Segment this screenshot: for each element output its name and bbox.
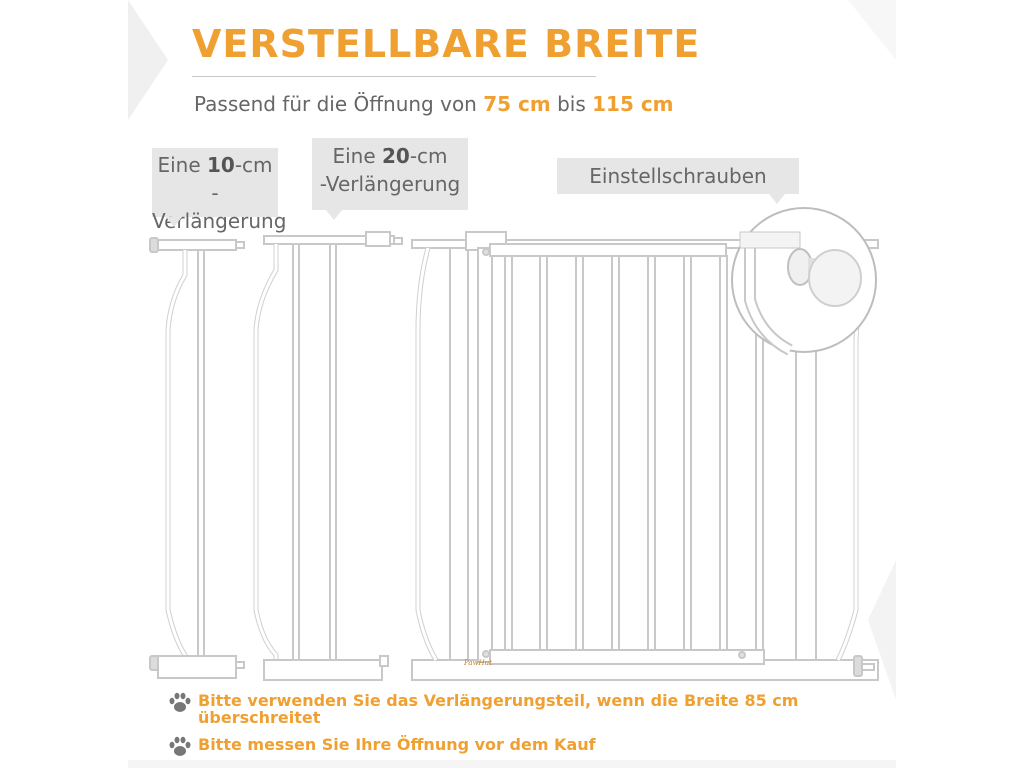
extension-10cm-panel (150, 238, 244, 678)
usage-note-measure-text: Bitte messen Sie Ihre Öffnung vor dem Kauf (198, 735, 596, 754)
usage-note-measure (168, 735, 596, 761)
extension-20cm-panel (256, 232, 402, 680)
page-title: VERSTELLBARE BREITE (192, 22, 701, 66)
callout-10cm-suffix: -cm (234, 153, 273, 177)
callout-20cm-size: 20 (382, 144, 410, 168)
subtitle-prefix: Passend für die Öffnung von (194, 92, 477, 116)
max-width-value: 115 cm (592, 92, 674, 116)
paw-print-icon (168, 692, 192, 714)
subtitle-connector: bis (557, 92, 586, 116)
brand-mark: PawHut (464, 659, 492, 667)
callout-10cm-line2: -Verlängerung (152, 181, 287, 233)
callout-20cm-line2: -Verlängerung (319, 172, 461, 196)
usage-note-extension-text: Bitte verwenden Sie das Verlängerungsteil, wenn die Breite 85 cm überschreitet (198, 691, 799, 727)
callout-10cm-prefix: Eine (157, 153, 201, 177)
callout-20cm-prefix: Eine (332, 144, 376, 168)
callout-adjustment-screws: Einstellschrauben (557, 158, 799, 194)
bottom-strip (128, 760, 896, 768)
paw-print-icon (168, 736, 192, 758)
min-width-value: 75 cm (483, 92, 551, 116)
usage-note-extension (168, 691, 799, 727)
callout-10cm-size: 10 (207, 153, 235, 177)
screw-detail-zoom (732, 208, 876, 352)
callout-20cm-suffix: -cm (409, 144, 448, 168)
